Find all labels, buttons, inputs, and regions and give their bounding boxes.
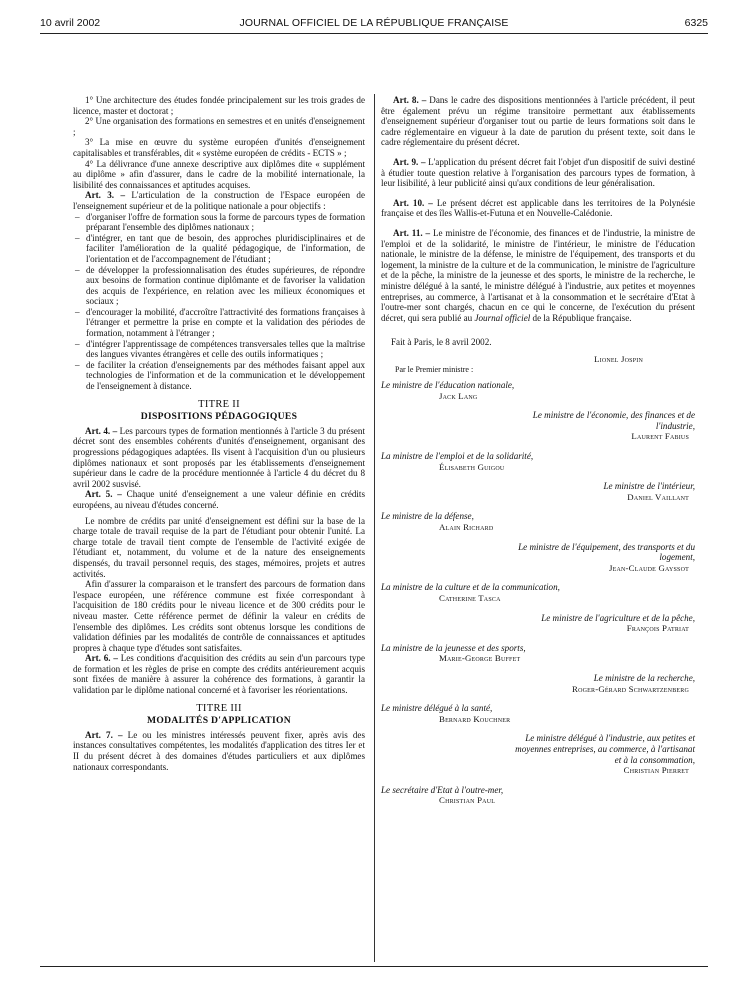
signature-block [381, 481, 695, 502]
signature-block [381, 785, 695, 806]
article-3 [73, 190, 365, 211]
list-item: – d'organiser l'offre de formation sous la forme de parcours types de formation préparant l'ensemble des diplômes nationaux ; [75, 211, 365, 233]
signature-name: Jack Lang [439, 390, 478, 401]
list-item: 4° La délivrance d'une annexe descriptive aux diplômes dite « supplément au diplôme » afin d'assurer, dans le cadre de la mobilité internationale, la lisibilité des connaissances et aptitudes acquises. [73, 158, 365, 190]
article-text: L'application du présent décret fait l'objet d'un dispositif de suivi destiné à étudier toute question relative à l'organisation des parcours types de formation, à leur lisibilité, à leur publicité ainsi qu'aux conditions de leur généralisation. [381, 156, 695, 189]
signature-block [381, 673, 695, 694]
article-label: Art. 8. – [393, 95, 427, 105]
list-item: – d'intégrer l'apprentissage de compétences transversales telles que la maîtrise des langues vivantes étrangères et celle des outils informatiques ; [75, 338, 365, 360]
article-label: Art. 6. – [85, 653, 118, 664]
prime-minister-name: Lionel Jospin [594, 353, 643, 364]
signature-name: Bernard Kouchner [439, 713, 511, 724]
signature-title: Le ministre de l'économie, des finances et de l'industrie, [532, 410, 695, 431]
signature-block [381, 451, 695, 472]
signature-block [381, 613, 695, 634]
list-item: 2° Une organisation des formations en semestres et en unités d'enseignement ; [73, 116, 365, 137]
article-label: Art. 11. – [393, 227, 431, 238]
article-paragraph: Afin d'assurer la comparaison et le transfert des parcours de formation dans l'espace européen, une référence commune est fixée correspondant à l'acquisition de 180 crédits pour le niveau licence et de 300 crédits pour le niveau master. Cette référence permet de définir la valeur en crédits de l'ensemble des diplômes. Les crédits sont obtenus lorsque les conditions de validation définies par les modalités de contrôle de connaissances et aptitudes propres à chaque type d'études sont satisfaites. [73, 579, 365, 653]
page-header [40, 17, 708, 31]
article-text: Les conditions d'acquisition des crédits au sein d'un parcours type de formation et les règles de prise en compte des crédits antérieurement acquis sont fixées de manière à assurer la cohérence des formations, à garantir la validation par le diplôme national concerné et à favoriser les réorientations. [73, 653, 365, 696]
article-text: Le ministre de l'économie, des finances et de l'industrie, la ministre de l'emploi et de la solidarité, le ministre de l'intérieur, le ministre de l'éducation nationale, le ministre de la défense, le ministre de l'équipement, des transports et du logement, la ministre de la culture et de la communication, le ministre de l'agriculture et de la pêche, la ministre de la jeunesse et des sports, le ministre de la recherche, le ministre délégué à la santé, le ministre délégué à l'industrie, aux petites et moyennes entreprises, au commerce, à l'artisanat et à la consommation et le secrétaire d'Etat à l'outre-mer sont chargés, chacun en ce qui le concerne, de l'exécution du présent décret, qui sera publié au [381, 227, 695, 323]
page-number: 6325 [684, 17, 708, 29]
article-4 [73, 426, 365, 490]
article-text-end: de la République française. [532, 312, 632, 323]
signature-block [381, 542, 695, 574]
article-text: L'articulation de la construction de l'Espace européen de l'enseignement supérieur et de la politique nationale a pour objectifs : [73, 190, 365, 211]
article-label: Art. 7. – [85, 729, 123, 740]
par-premier-ministre: Par le Premier ministre : [395, 365, 474, 375]
journal-name: Journal officiel [474, 312, 531, 323]
article-6 [73, 653, 365, 695]
signature-title: Le ministre de la recherche, [593, 672, 695, 683]
article-label: Art. 3. – [85, 190, 125, 201]
signature-title: Le ministre de l'équipement, des transports et du logement, [518, 541, 695, 563]
list-item: – d'intégrer, en tant que de besoin, des approches pluridisciplinaires et de faciliter l'amélioration de la qualité pédagogique, de l'information, de l'orientation et de l'accompagnement de l'étudiant ; [75, 232, 365, 264]
article-text: Chaque unité d'enseignement a une valeur définie en crédits européens, au niveau d'études concerné. [73, 489, 365, 510]
article-label: Art. 5. – [85, 489, 122, 500]
list-item: – d'encourager la mobilité, d'accroître l'attractivité des formations françaises à l'étranger et permettre la prise en compte et la validation des périodes de formation, notamment à l'étranger ; [75, 306, 365, 339]
signature-block [381, 703, 695, 724]
article-7 [73, 730, 365, 772]
signature-name: Christian Pierret [623, 765, 689, 776]
signature-title: Le ministre délégué à l'industrie, aux petites et moyennes entreprises, au commerce, à l'artisanat et à la consommation, [515, 733, 695, 765]
signature-name: Roger-Gérard Schwartzenberg [572, 683, 689, 694]
list-item: – de développer la professionnalisation des études supérieures, de répondre aux besoins de formation continue diplômante et de favoriser la validation des acquis de l'expérience, en relation avec les milieux économiques et sociaux ; [75, 264, 365, 307]
list-item: 3° La mise en œuvre du système européen d'unités d'enseignement capitalisables et transférables, dit « système européen de crédits - ECTS » ; [73, 137, 365, 158]
article-text: Dans le cadre des dispositions mentionnées à l'article précédent, il peut être également prévu un régime transitoire permettant aux établissements d'enseignement supérieur d'organiser tout ou partie de leurs formations soit dans le cadre réglementaire en vigueur à la date de parution du présent texte, soit dans le cadre réglementaire du présent décret. [381, 95, 695, 148]
article-11 [381, 228, 695, 323]
article-text: Le ou les ministres intéressés peuvent fixer, après avis des instances consultatives compétentes, les modalités d'application des titres Ier et II du présent décret à des domaines d'études particuliers et aux diplômes nationaux correspondants. [73, 729, 365, 772]
article-text: Le présent décret est applicable dans les territoires de la Polynésie française et des îles Wallis-et-Futuna et en Nouvelle-Calédonie. [381, 197, 695, 219]
signature-block [381, 511, 695, 532]
signature-block [381, 582, 695, 603]
signing-place-date: Fait à Paris, le 8 avril 2002. [391, 337, 492, 348]
signature-title: La ministre de l'emploi et de la solidarité, [381, 451, 534, 462]
signature-name: Marie-George Buffet [439, 653, 521, 664]
signatures-list [381, 380, 695, 806]
signature-name: Alain Richard [439, 522, 494, 532]
section-title: TITRE III [196, 702, 242, 714]
article-5 [73, 489, 365, 510]
article-paragraph: Le nombre de crédits par unité d'enseignement est défini sur la base de la charge totale de travail requise de la part de l'étudiant pour obtenir l'unité. La charge totale de travail tient compte de l'ensemble de l'activité exigée de l'étudiant et, notamment, du volume et de la nature des enseignements dispensés, du travail personnel requis, des stages, mémoires, projets et autres activités. [73, 515, 365, 579]
objectives-list [73, 212, 365, 392]
signature-title: Le ministre délégué à la santé, [381, 703, 493, 714]
signature-name: Christian Paul [439, 795, 496, 806]
left-column [73, 95, 365, 772]
right-column [381, 95, 695, 806]
journal-title: JOURNAL OFFICIEL DE LA RÉPUBLIQUE FRANÇAISE [239, 17, 509, 29]
article-label: Art. 4. – [85, 425, 118, 436]
list-item: – de faciliter la création d'enseignements par des méthodes faisant appel aux technologies de l'information et de la communication et le développement de l'enseignement à distance. [75, 359, 365, 392]
signature-title: Le ministre de l'éducation nationale, [381, 380, 515, 391]
section-subtitle: MODALITÉS D'APPLICATION [147, 715, 291, 727]
signature-block [381, 643, 695, 664]
signature-title: La ministre de la jeunesse et des sports, [381, 642, 526, 653]
section-title: TITRE II [198, 398, 240, 410]
signature-title: La ministre de la culture et de la communication, [381, 582, 560, 593]
signature-name: Élisabeth Guigou [439, 461, 505, 472]
signature-title: Le ministre de l'agriculture et de la pêche, [541, 612, 695, 623]
article-9 [381, 157, 695, 189]
column-divider [374, 94, 375, 962]
article-text: Les parcours types de formation mentionnés à l'article 3 du présent décret sont des ensembles cohérents d'unités d'enseignement, organisant des progressions pédagogiques adaptées. Ils visent à l'acquisition d'un ou plusieurs diplômes nationaux et sont proposés par les établissements d'enseignement supérieur dans le cadre de la procédure mentionnée à l'article 4 du décret du 8 avril 2002 susvisé. [73, 425, 365, 489]
signature-block [381, 733, 695, 775]
article-8 [381, 95, 695, 148]
footer-rule [40, 966, 708, 967]
header-rule [40, 33, 708, 34]
signature-title: Le ministre de la défense, [381, 511, 474, 522]
article-10 [381, 198, 695, 219]
signature-name: Jean-Claude Gayssot [608, 562, 689, 573]
signature-name: Catherine Tasca [439, 592, 501, 603]
issue-date: 10 avril 2002 [40, 17, 101, 29]
signature-title: Le ministre de l'intérieur, [603, 481, 695, 492]
section-subtitle: DISPOSITIONS PÉDAGOGIQUES [140, 411, 298, 423]
signature-name: François Patriat [626, 623, 689, 634]
signature-name: Laurent Fabius [631, 431, 689, 442]
article-label: Art. 9. – [393, 156, 426, 167]
signature-block [381, 410, 695, 442]
signature-name: Daniel Vaillant [627, 491, 689, 502]
list-item: 1° Une architecture des études fondée principalement sur les trois grades de licence, master et doctorat ; [73, 95, 365, 116]
article-label: Art. 10. – [393, 197, 433, 208]
signature-title: Le secrétaire d'Etat à l'outre-mer, [381, 784, 504, 795]
signature-block [381, 380, 695, 401]
